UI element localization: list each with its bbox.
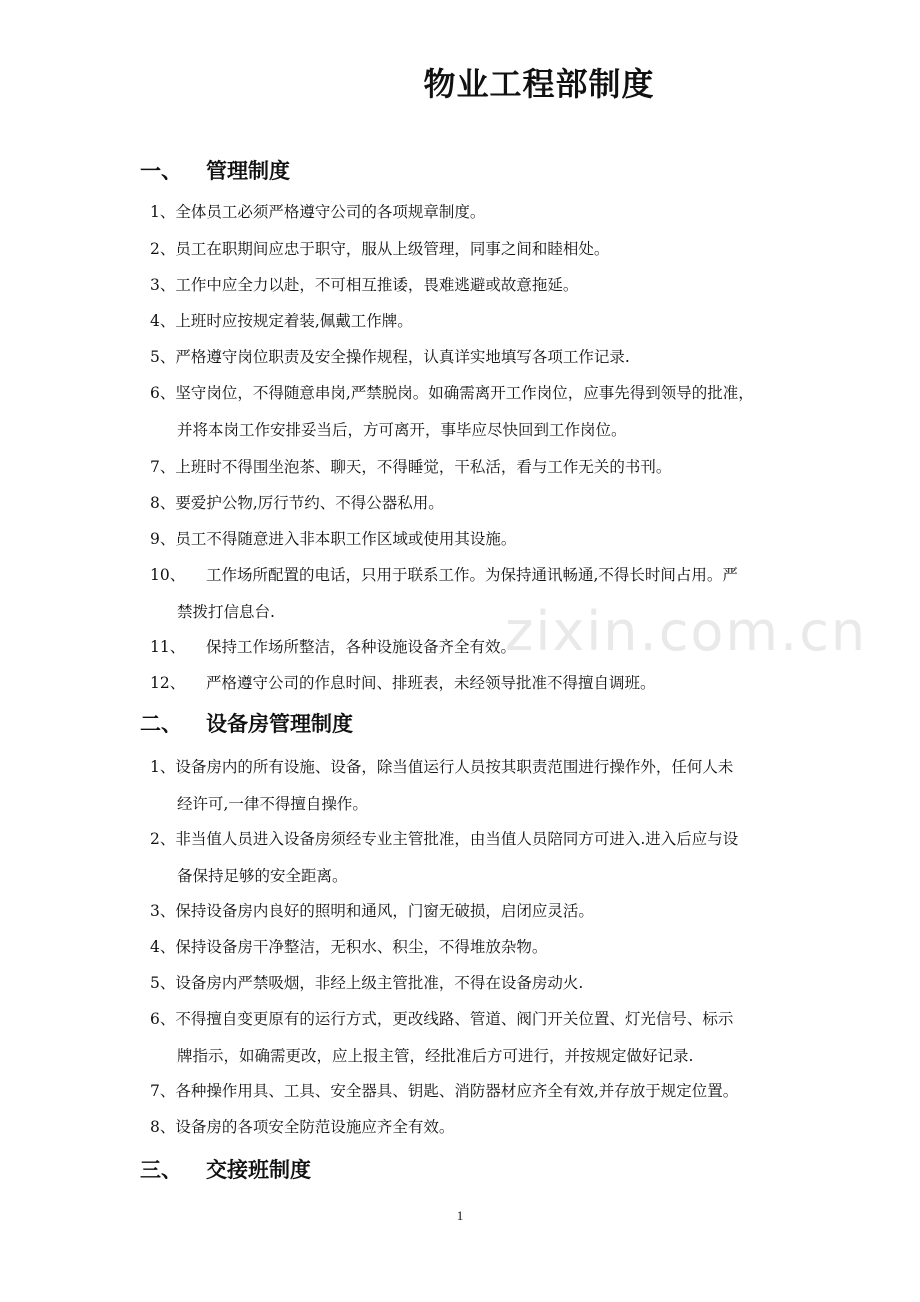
list-item: 3、工作中应全力以赴，不可相互推诿，畏难逃避或故意拖延。: [150, 276, 579, 294]
section-number: 一、: [140, 159, 182, 183]
section-title: 交接班制度: [206, 1158, 311, 1182]
section-heading-1: [140, 155, 290, 187]
section-title: 管理制度: [206, 159, 290, 183]
section-heading-3: [140, 1154, 311, 1186]
document-title: 物业工程部制度: [423, 65, 655, 103]
list-item: 1、设备房内的所有设施、设备，除当值运行人员按其职责范围进行操作外，任何人未 经许可,一律不得擅自操作。: [150, 758, 734, 813]
list-item: 4、上班时应按规定着装,佩戴工作牌。: [150, 312, 413, 330]
list-item: 2、非当值人员进入设备房须经专业主管批准，由当值人员陪同方可进入.进入后应与设 备保持足够的安全距离。: [150, 830, 739, 885]
list-item: 7、各种操作用具、工具、安全器具、钥匙、消防器材应齐全有效,并存放于规定位置。: [150, 1082, 739, 1100]
page-number: 1: [456, 1208, 464, 1223]
list-item: 3、保持设备房内良好的照明和通风，门窗无破损，启闭应灵活。: [150, 902, 594, 920]
list-item: 8、要爱护公物,厉行节约、不得公器私用。: [150, 494, 444, 512]
section-number: 三、: [140, 1158, 182, 1182]
list-item: 9、员工不得随意进入非本职工作区域或使用其设施。: [150, 530, 517, 548]
section-heading-2: [140, 708, 353, 740]
list-item: 2、员工在职期间应忠于职守，服从上级管理，同事之间和睦相处。: [150, 240, 610, 258]
section-title: 设备房管理制度: [206, 712, 353, 736]
list-item: 4、保持设备房干净整洁，无积水、积尘，不得堆放杂物。: [150, 938, 548, 956]
list-item: 10、 工作场所配置的电话，只用于联系工作。为保持通讯畅通,不得长时间占用。严 禁拨打信息台.: [150, 566, 738, 621]
list-item: 8、设备房的各项安全防范设施应齐全有效。: [150, 1118, 455, 1136]
list-item: 1、全体员工必须严格遵守公司的各项规章制度。: [150, 203, 486, 221]
list-item: 6、坚守岗位，不得随意串岗,严禁脱岗。如确需离开工作岗位，应事先得到领导的批准， 并将本岗工作安排妥当后，方可离开，事毕应尽快回到工作岗位。: [150, 384, 754, 439]
list-item: 12、 严格遵守公司的作息时间、排班表，未经领导批准不得擅自调班。: [150, 674, 656, 692]
list-item: 11、 保持工作场所整洁，各种设施设备齐全有效。: [150, 638, 517, 656]
watermark: zixin.com.cn: [505, 600, 868, 663]
list-item: 6、不得擅自变更原有的运行方式，更改线路、管道、阀门开关位置、灯光信号、标示 牌指示，如确需更改，应上报主管，经批准后方可进行，并按规定做好记录.: [150, 1010, 734, 1065]
list-item: 5、严格遵守岗位职责及安全操作规程，认真详实地填写各项工作记录.: [150, 348, 630, 366]
list-item: 5、设备房内严禁吸烟，非经上级主管批准，不得在设备房动火.: [150, 974, 584, 992]
section-number: 二、: [140, 712, 182, 736]
list-item: 7、上班时不得围坐泡茶、聊天，不得睡觉，干私活，看与工作无关的书刊。: [150, 458, 672, 476]
